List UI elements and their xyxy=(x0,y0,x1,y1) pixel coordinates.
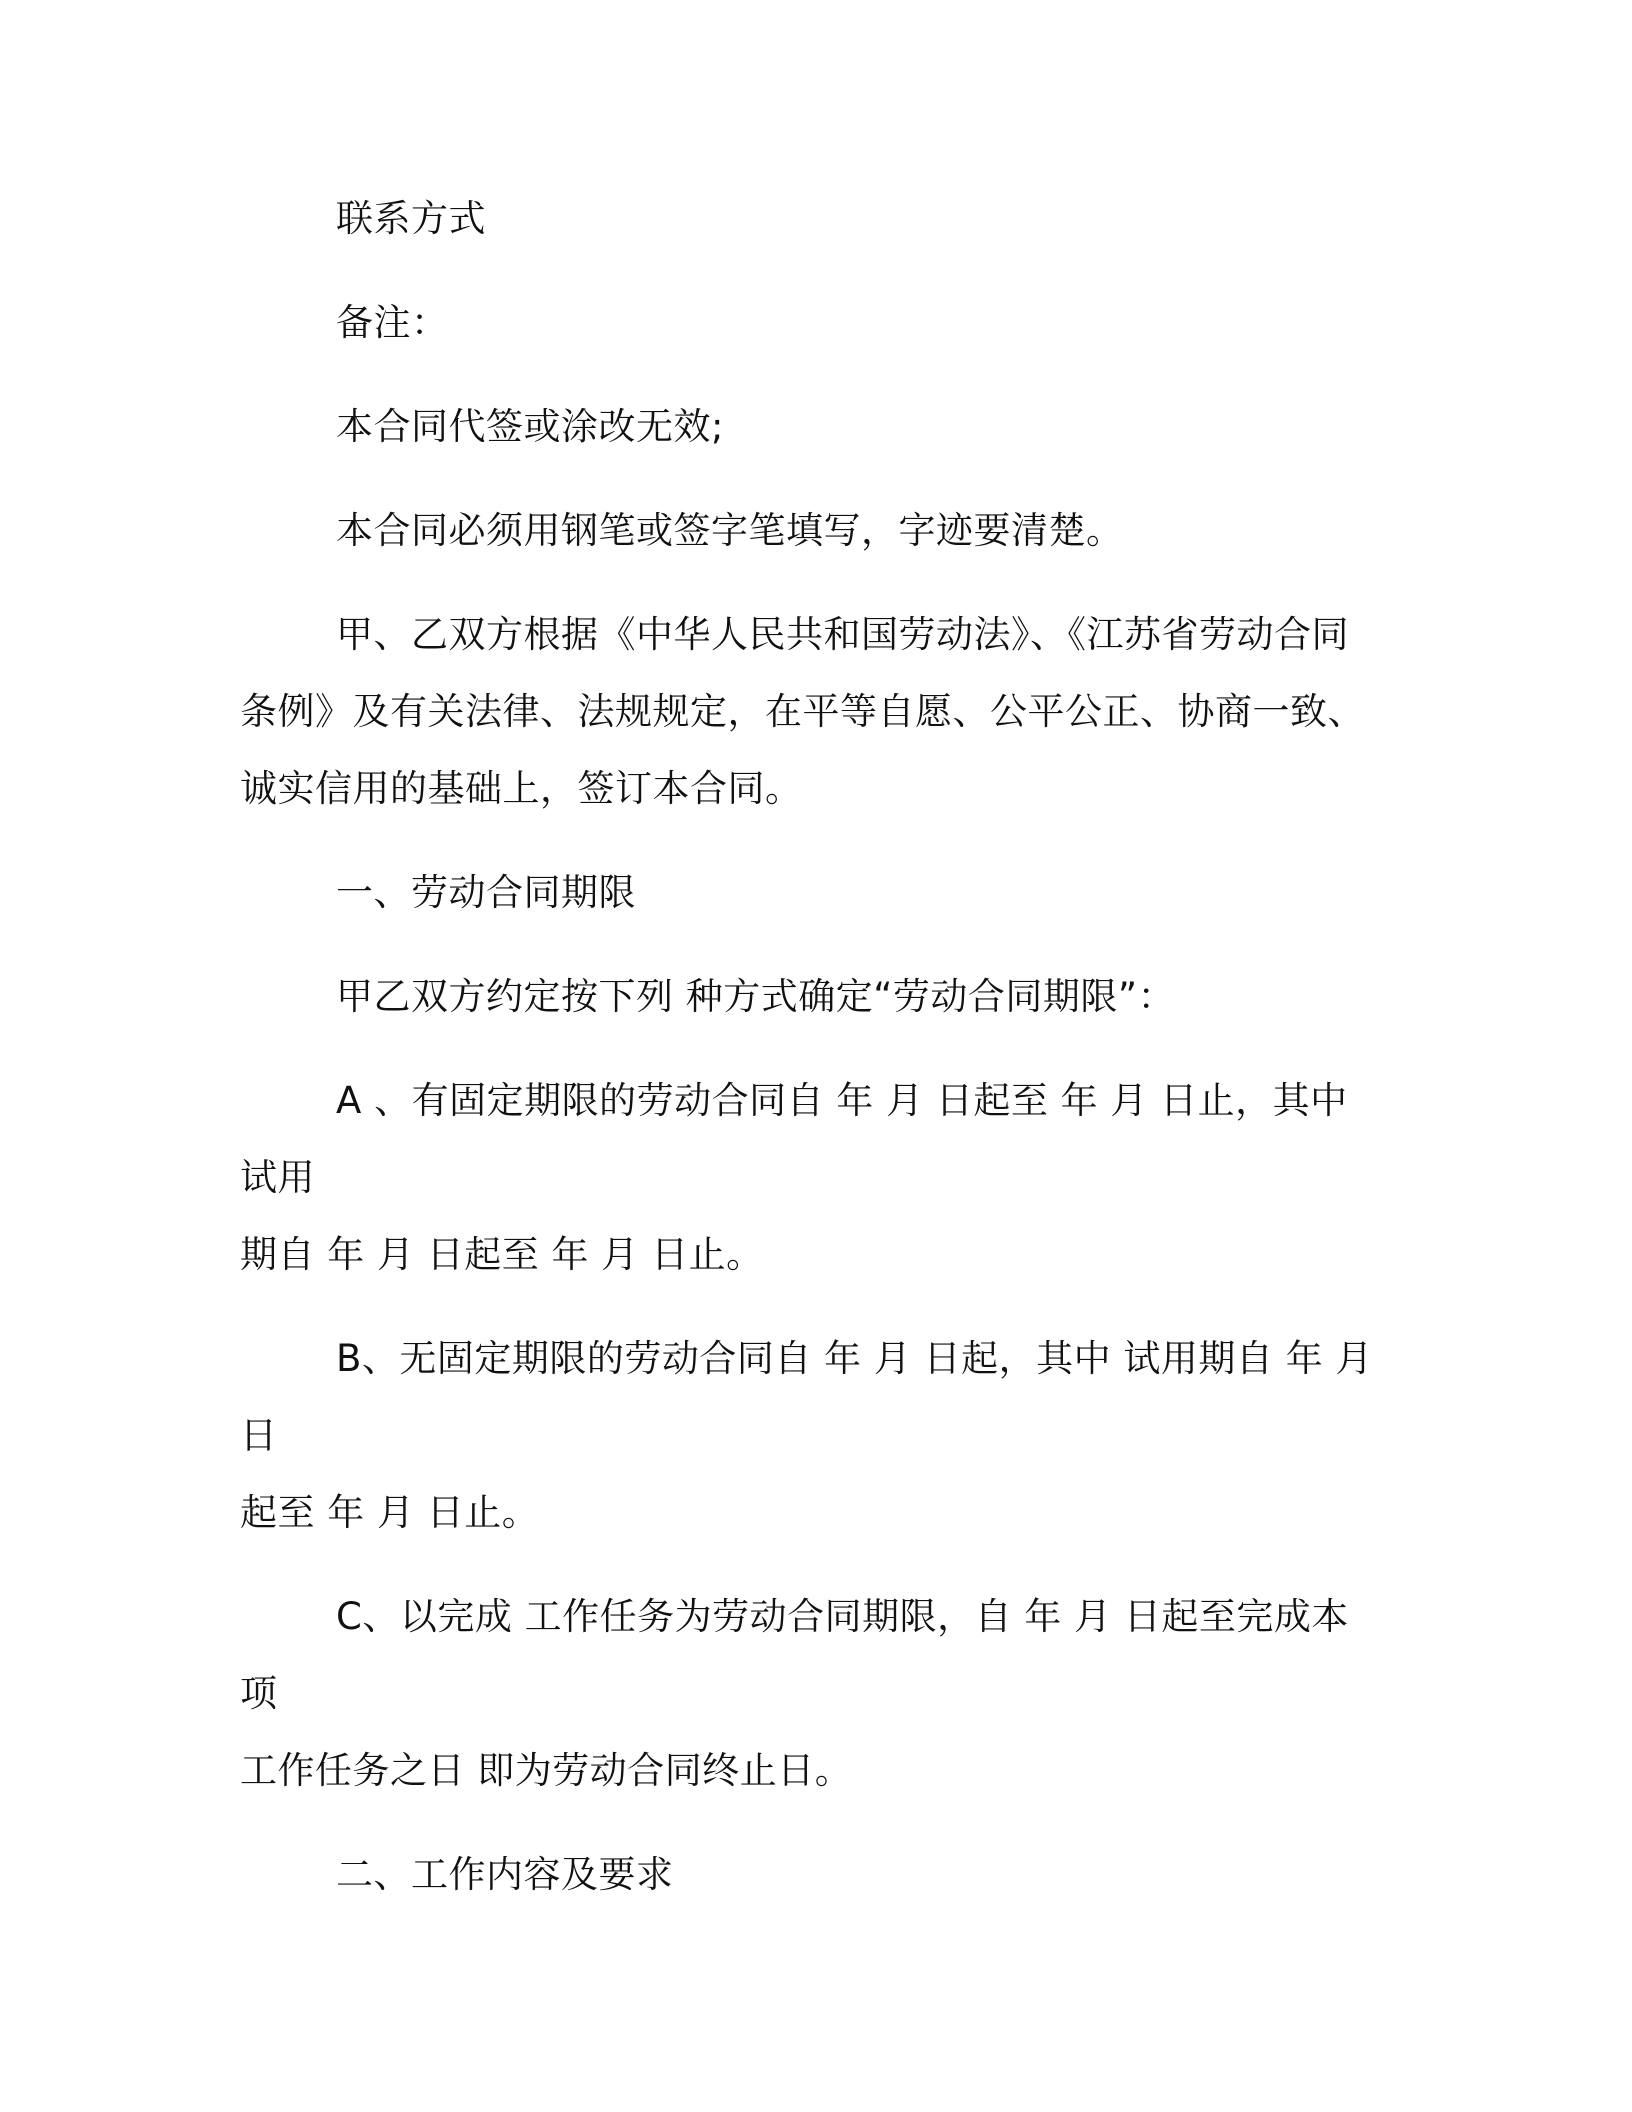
text-line: 甲乙双方约定按下列 种方式确定“劳动合同期限”： xyxy=(336,975,1176,1018)
paragraph-contact-method xyxy=(240,180,1380,257)
text-line: A 、有固定期限的劳动合同自 年 月 日起至 年 月 日止，其中试用 xyxy=(240,1079,1348,1199)
paragraph-remarks-heading xyxy=(240,284,1380,361)
text-line: C、以完成 工作任务为劳动合同期限，自 年 月 日起至完成本项 xyxy=(240,1595,1349,1715)
paragraph-option-c xyxy=(240,1578,1380,1809)
paragraph-no-proxy-signature xyxy=(240,388,1380,465)
paragraph-term-method xyxy=(240,958,1380,1035)
text-line: 联系方式 xyxy=(336,197,486,240)
text-line: 本合同代签或涂改无效; xyxy=(336,405,724,448)
paragraph-legal-basis xyxy=(240,596,1380,827)
text-line: 期自 年 月 日起至 年 月 日止。 xyxy=(240,1233,764,1276)
text-line: 起至 年 月 日止。 xyxy=(240,1491,540,1534)
text-line: 本合同必须用钢笔或签字笔填写，字迹要清楚。 xyxy=(336,509,1124,552)
document-body xyxy=(240,180,1380,1913)
text-line: 工作任务之日 即为劳动合同终止日。 xyxy=(240,1749,853,1792)
text-line: 二、工作内容及要求 xyxy=(336,1853,674,1896)
text-line: 甲、乙双方根据《中华人民共和国劳动法》、《江苏省劳动合同 xyxy=(336,613,1349,656)
paragraph-option-a xyxy=(240,1062,1380,1293)
text-line: 一、劳动合同期限 xyxy=(336,871,636,914)
section-heading-work-content xyxy=(240,1836,1380,1913)
text-line: 诚实信用的基础上，签订本合同。 xyxy=(240,767,803,810)
text-line: B、无固定期限的劳动合同自 年 月 日起，其中 试用期自 年 月 日 xyxy=(240,1337,1373,1457)
section-heading-contract-term xyxy=(240,854,1380,931)
paragraph-pen-requirement xyxy=(240,492,1380,569)
paragraph-option-b xyxy=(240,1320,1380,1551)
text-line: 条例》及有关法律、法规规定，在平等自愿、公平公正、协商一致、 xyxy=(240,690,1365,733)
text-line: 备注： xyxy=(336,301,449,344)
